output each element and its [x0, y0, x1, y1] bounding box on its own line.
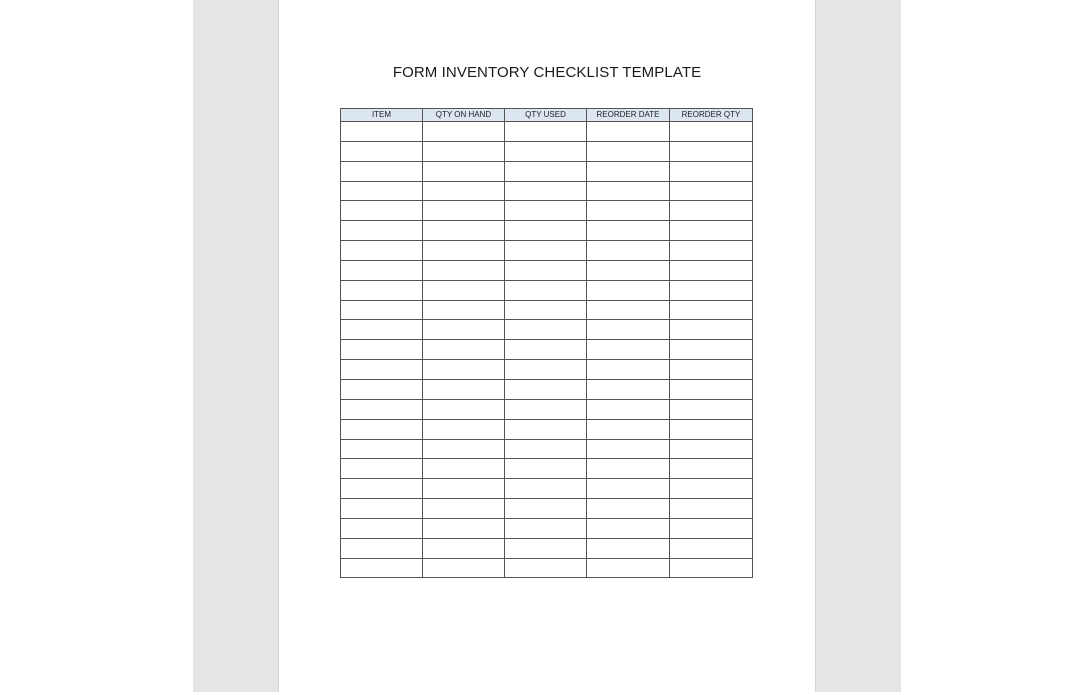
- table-cell: [670, 320, 753, 340]
- column-header-reorder-date: REORDER DATE: [587, 109, 670, 122]
- table-cell: [587, 419, 670, 439]
- table-cell: [587, 379, 670, 399]
- table-row: [341, 260, 753, 280]
- table-cell: [505, 499, 587, 519]
- table-cell: [505, 479, 587, 499]
- table-cell: [505, 320, 587, 340]
- table-cell: [423, 260, 505, 280]
- table-cell: [341, 538, 423, 558]
- table-cell: [423, 201, 505, 221]
- table-row: [341, 558, 753, 578]
- table-row: [341, 221, 753, 241]
- table-row: [341, 439, 753, 459]
- table-cell: [341, 141, 423, 161]
- table-cell: [587, 518, 670, 538]
- right-gutter: [815, 0, 901, 692]
- table-cell: [341, 558, 423, 578]
- table-row: [341, 201, 753, 221]
- table-cell: [505, 419, 587, 439]
- table-cell: [670, 181, 753, 201]
- inventory-table: [340, 108, 753, 578]
- table-row: [341, 379, 753, 399]
- table-cell: [505, 300, 587, 320]
- table-body: [341, 122, 753, 578]
- table-cell: [341, 379, 423, 399]
- table-cell: [341, 280, 423, 300]
- table-cell: [670, 479, 753, 499]
- table-cell: [505, 459, 587, 479]
- table-cell: [587, 280, 670, 300]
- table-cell: [587, 221, 670, 241]
- column-header-qty-on-hand: QTY ON HAND: [423, 109, 505, 122]
- table-cell: [423, 479, 505, 499]
- table-cell: [670, 459, 753, 479]
- page-title: FORM INVENTORY CHECKLIST TEMPLATE: [392, 64, 702, 81]
- table-cell: [670, 499, 753, 519]
- table-cell: [670, 201, 753, 221]
- table-row: [341, 300, 753, 320]
- table-cell: [670, 518, 753, 538]
- table-cell: [423, 538, 505, 558]
- table-row: [341, 141, 753, 161]
- table-cell: [587, 360, 670, 380]
- table-cell: [341, 518, 423, 538]
- column-header-reorder-qty: REORDER QTY: [670, 109, 753, 122]
- table-cell: [423, 280, 505, 300]
- table-cell: [423, 320, 505, 340]
- table-cell: [505, 399, 587, 419]
- table-cell: [505, 161, 587, 181]
- table-cell: [505, 122, 587, 142]
- table-cell: [670, 300, 753, 320]
- table-cell: [423, 161, 505, 181]
- table-cell: [341, 499, 423, 519]
- table-cell: [423, 360, 505, 380]
- table-cell: [670, 260, 753, 280]
- table-cell: [587, 300, 670, 320]
- table-cell: [423, 181, 505, 201]
- table-cell: [670, 379, 753, 399]
- table-row: [341, 538, 753, 558]
- table-cell: [670, 360, 753, 380]
- table-cell: [505, 221, 587, 241]
- table-cell: [341, 181, 423, 201]
- table-cell: [341, 399, 423, 419]
- table-cell: [670, 141, 753, 161]
- table-cell: [587, 499, 670, 519]
- table-cell: [341, 459, 423, 479]
- table-cell: [670, 280, 753, 300]
- table-cell: [587, 241, 670, 261]
- table-cell: [587, 399, 670, 419]
- table-cell: [670, 439, 753, 459]
- left-gutter: [193, 0, 279, 692]
- table-cell: [341, 419, 423, 439]
- table-row: [341, 399, 753, 419]
- table-cell: [423, 241, 505, 261]
- table-cell: [423, 340, 505, 360]
- table-row: [341, 360, 753, 380]
- table-cell: [670, 419, 753, 439]
- table-cell: [341, 479, 423, 499]
- table-cell: [587, 122, 670, 142]
- table-cell: [505, 379, 587, 399]
- table-cell: [341, 201, 423, 221]
- table-cell: [423, 439, 505, 459]
- table-cell: [505, 141, 587, 161]
- table-cell: [670, 122, 753, 142]
- table-cell: [505, 181, 587, 201]
- table-row: [341, 320, 753, 340]
- table-cell: [341, 320, 423, 340]
- table-cell: [587, 201, 670, 221]
- table-cell: [587, 538, 670, 558]
- table-cell: [341, 360, 423, 380]
- table-cell: [670, 221, 753, 241]
- table-cell: [587, 459, 670, 479]
- table-cell: [423, 499, 505, 519]
- table-cell: [341, 260, 423, 280]
- table-row: [341, 181, 753, 201]
- table-cell: [505, 241, 587, 261]
- table-cell: [341, 161, 423, 181]
- table-cell: [341, 241, 423, 261]
- table-cell: [423, 221, 505, 241]
- table-cell: [341, 340, 423, 360]
- table-cell: [423, 459, 505, 479]
- table-cell: [587, 161, 670, 181]
- table-row: [341, 479, 753, 499]
- table-row: [341, 340, 753, 360]
- table-cell: [587, 439, 670, 459]
- table-row: [341, 161, 753, 181]
- table-cell: [341, 221, 423, 241]
- table-cell: [587, 260, 670, 280]
- table-cell: [670, 161, 753, 181]
- table-cell: [505, 518, 587, 538]
- table-cell: [670, 538, 753, 558]
- column-header-item: ITEM: [341, 109, 423, 122]
- table-cell: [587, 320, 670, 340]
- document-page: [279, 0, 815, 692]
- column-header-qty-used: QTY USED: [505, 109, 587, 122]
- table-row: [341, 122, 753, 142]
- table-cell: [505, 558, 587, 578]
- table-cell: [505, 340, 587, 360]
- table-cell: [423, 558, 505, 578]
- table-cell: [587, 340, 670, 360]
- table-cell: [587, 181, 670, 201]
- table-cell: [423, 399, 505, 419]
- table-cell: [670, 340, 753, 360]
- table-cell: [423, 141, 505, 161]
- table-cell: [505, 201, 587, 221]
- table-row: [341, 419, 753, 439]
- table-row: [341, 459, 753, 479]
- table-cell: [505, 439, 587, 459]
- table-cell: [587, 558, 670, 578]
- table-cell: [341, 439, 423, 459]
- table-cell: [505, 360, 587, 380]
- table-header-row: [341, 109, 753, 122]
- table-cell: [670, 558, 753, 578]
- table-cell: [505, 280, 587, 300]
- table-row: [341, 499, 753, 519]
- table-row: [341, 241, 753, 261]
- table-cell: [587, 141, 670, 161]
- table-row: [341, 280, 753, 300]
- table-cell: [505, 260, 587, 280]
- table-cell: [423, 300, 505, 320]
- table-cell: [341, 122, 423, 142]
- table-cell: [423, 379, 505, 399]
- table-cell: [505, 538, 587, 558]
- table-row: [341, 518, 753, 538]
- table-cell: [670, 241, 753, 261]
- table-cell: [670, 399, 753, 419]
- table-cell: [587, 479, 670, 499]
- table-cell: [341, 300, 423, 320]
- table-cell: [423, 518, 505, 538]
- table-cell: [423, 419, 505, 439]
- table-cell: [423, 122, 505, 142]
